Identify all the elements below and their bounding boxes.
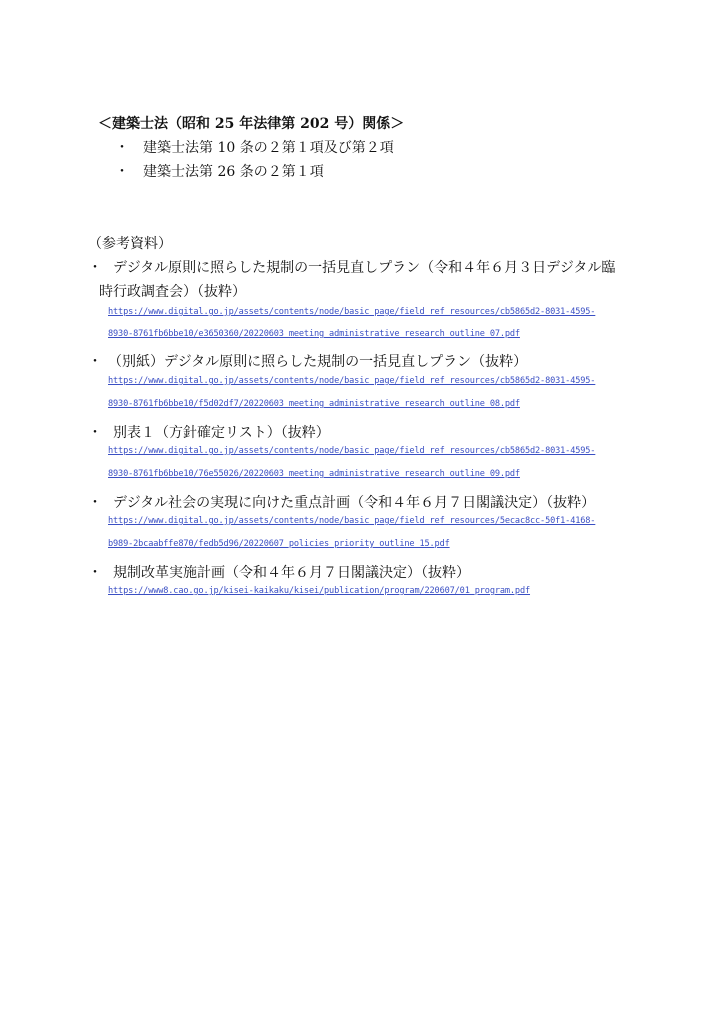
law-section-heading: ＜建築士法（昭和 25 年法律第 202 号）関係＞ [98,116,405,132]
law-item-2: 建築士法第 26 条の２第１項 [143,164,324,180]
law-item-1: 建築士法第 10 条の２第１項及び第２項 [143,140,394,156]
bullet-icon: ・ [88,354,102,370]
reference-title-1: デジタル原則に照らした規制の一括見直しプラン（令和４年６月３日デジタル臨 [113,260,616,276]
reference-link-5[interactable]: https://www8.cao.go.jp/kisei-kaikaku/kisei/publication/program/220607/01_program.pdf [108,586,531,596]
reference-title-2: （別紙）デジタル原則に照らした規制の一括見直しプラン（抜粋） [108,354,528,370]
bullet-icon: ・ [88,260,102,276]
reference-link-2[interactable]: https://www.digital.go.jp/assets/contents/node/basic_page/field_ref_resources/cb5865d2-8031-4595- [108,376,596,386]
reference-link-3-cont[interactable]: 8930-8761fb6bbe10/76e55026/20220603_meeting_administrative_research_outline_09.pdf [108,469,520,479]
bullet-icon: ・ [88,565,102,581]
reference-title-1-cont: 時行政調査会）（抜粋） [99,284,246,300]
reference-link-2-cont[interactable]: 8930-8761fb6bbe10/f5d02df7/20220603_meeting_administrative_research_outline_08.pdf [108,399,520,409]
reference-link-4-cont[interactable]: b989-2bcaabffe870/fedb5d96/20220607_policies_priority_outline_15.pdf [108,539,450,549]
reference-title-5: 規制改革実施計画（令和４年６月７日閣議決定）（抜粋） [113,565,470,581]
reference-title-4: デジタル社会の実現に向けた重点計画（令和４年６月７日閣議決定）（抜粋） [113,495,596,511]
reference-title-3: 別表１（方針確定リスト）（抜粋） [113,425,330,441]
references-heading: （参考資料） [88,236,172,252]
reference-link-1-cont[interactable]: 8930-8761fb6bbe10/e3650360/20220603_meeting_administrative_research_outline_07.pdf [108,329,520,339]
reference-link-4[interactable]: https://www.digital.go.jp/assets/contents/node/basic_page/field_ref_resources/5ecac8cc-50f1-4168- [108,516,596,526]
bullet-icon: ・ [88,495,102,511]
bullet-icon: ・ [88,425,102,441]
bullet-icon: ・ [115,140,129,156]
reference-link-3[interactable]: https://www.digital.go.jp/assets/contents/node/basic_page/field_ref_resources/cb5865d2-8031-4595- [108,446,596,456]
reference-link-1[interactable]: https://www.digital.go.jp/assets/contents/node/basic_page/field_ref_resources/cb5865d2-8031-4595- [108,307,596,317]
bullet-icon: ・ [115,164,129,180]
